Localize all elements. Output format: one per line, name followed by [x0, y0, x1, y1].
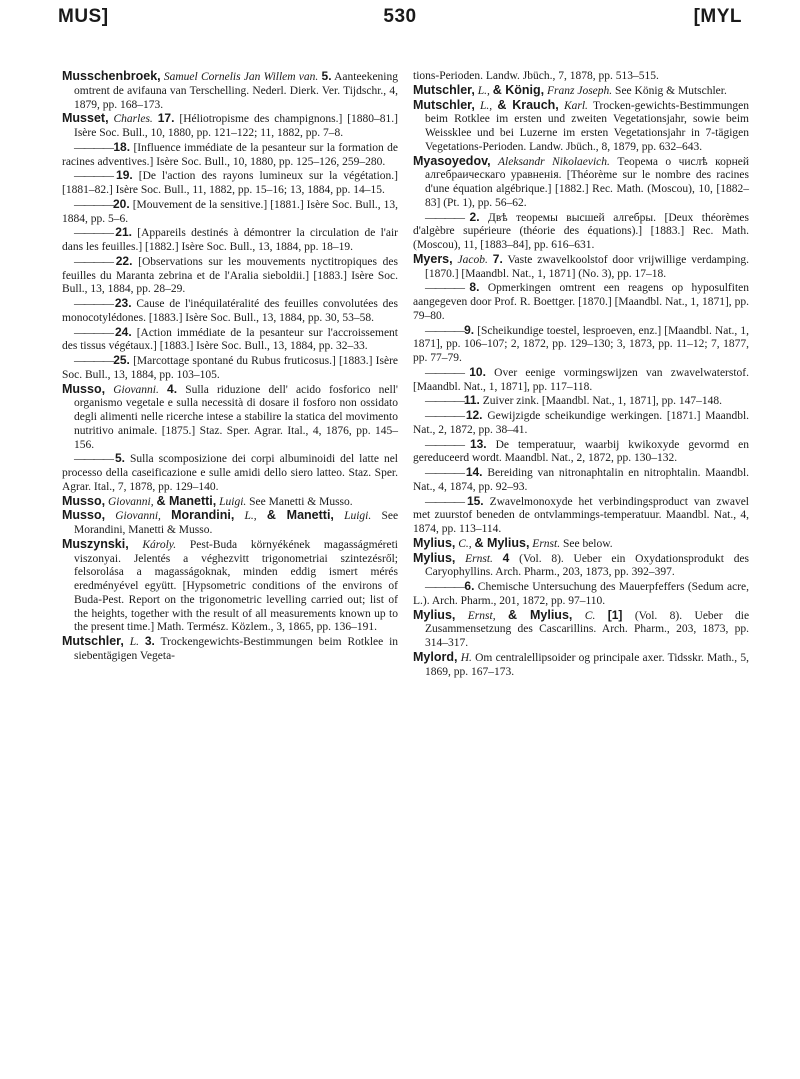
- bibliography-entry: [62, 635, 398, 664]
- repeat-author-dash: ————: [425, 410, 466, 422]
- repeat-author-dash: ————: [425, 495, 467, 508]
- author-forename: L.: [129, 636, 139, 648]
- repeat-author-dash: ————: [74, 298, 115, 310]
- sub-entry: [413, 580, 749, 609]
- entry-number: 6.: [464, 579, 475, 593]
- repeat-author-dash: ————: [74, 355, 114, 367]
- author-forename: Károly.: [142, 538, 177, 551]
- sub-entry: [413, 394, 749, 409]
- repeat-author-dash: ————: [425, 366, 470, 379]
- entry-text: Двѣ теоремы высшей алгебры. [Deux théorèmes d'algèbre supérieure (théorie des équations).] [1883.] Rec. Math. (Moscou), 11, [1883–84], pp. 616–631.: [413, 211, 750, 251]
- left-column: [62, 70, 398, 664]
- sub-entry: [413, 409, 749, 438]
- entry-number: 15.: [466, 493, 484, 508]
- coauthor-name: & Manetti,: [156, 493, 217, 508]
- author-surname: Myers,: [413, 251, 453, 266]
- bibliography-entry: [62, 70, 398, 112]
- entry-number: 4.: [167, 381, 178, 396]
- entry-text: Vaste zwavelkoolstof door vrijwillige verdamping. [1870.] [Maandbl. Nat., 1, 1871] (No. 3), pp. 17–18.: [425, 253, 750, 280]
- coauthor-name: & Krauch,: [497, 97, 559, 112]
- bibliography-entry: [413, 609, 749, 651]
- coauthor-forename: Ernst.: [532, 537, 561, 550]
- entry-text: Sulla riduzione dell' acido fosforico nell' organismo vegetale e sulla necessità di dosare il fosforo non ossidato degli alimenti nelle ricerche intese a stabilire la statica del movimento nutritivo animale. [1875.] Staz. Sper. Agrar. Ital., 4, 1876, pp. 145–156.: [74, 383, 398, 451]
- entry-text: See König & Mutschler.: [615, 84, 727, 97]
- author-forename: H.: [460, 651, 472, 664]
- author-surname: Mylius,: [413, 550, 456, 565]
- repeat-author-dash: ————: [74, 198, 113, 211]
- repeat-author-dash: ————: [425, 211, 470, 224]
- page-number: 530: [383, 6, 417, 27]
- coauthor-forename: L.,: [244, 510, 257, 523]
- entry-number: 25.: [113, 353, 130, 367]
- author-surname: Mutschler,: [62, 634, 124, 648]
- entry-text: Gewijzigde scheikundige werkingen. [1871.] Maandbl. Nat., 2, 1872, pp. 38–41.: [413, 410, 750, 436]
- sub-entry: [62, 198, 398, 227]
- entry-number: 3.: [144, 634, 155, 648]
- entry-number: 19.: [116, 168, 133, 183]
- sub-entry: [62, 326, 398, 355]
- bibliography-entry: [62, 509, 398, 538]
- entry-text: De temperatuur, waarbij kwikoxyde gevormd en gereduceerd wordt. Maandbl. Nat., 2, 1872, pp. 130–132.: [413, 438, 750, 465]
- entry-text: See Manetti & Musso.: [249, 495, 353, 508]
- author-surname: Mylord,: [413, 649, 458, 664]
- author-surname: Mylius,: [413, 607, 456, 622]
- sub-entry: [62, 169, 398, 198]
- author-forename: Aleksandr Nikolaevich.: [498, 155, 610, 168]
- entry-text: [De l'action des rayons lumineux sur la végétation.] [1881–82.] Isère Soc. Bull., 11, 1882, pp. 15–16; 13, 1884, pp. 14–15.: [62, 170, 399, 196]
- entry-text: Bereiding van nitronaphtalin en nitrophtalin. Maandbl. Nat., 4, 1874, pp. 92–93.: [413, 467, 750, 493]
- entry-number: 17.: [157, 111, 175, 126]
- bibliography-entry: [62, 495, 398, 510]
- entry-text: Aanteekening omtrent de avifauna van Terschelling. Nederl. Dierk. Ver. Tijdschr., 4, 1879, pp. 168–173.: [74, 71, 398, 111]
- entry-text: See below.: [562, 537, 613, 550]
- entry-text: [Scheikundige toestel, lesproeven, enz.] [Maandbl. Nat., 1, 1871], pp. 106–107; 2, 1872, pp. 129–130; 3, 1873, pp. 11–12; 7, 1877, pp. 77–79.: [413, 324, 749, 364]
- entry-number: 5.: [114, 451, 125, 466]
- bibliography-entry: [413, 651, 749, 680]
- sub-entry: [62, 226, 398, 255]
- author-forename: Ernst,: [467, 609, 496, 622]
- repeat-author-dash: ————: [425, 467, 466, 479]
- coauthor-forename: Luigi.: [344, 510, 372, 523]
- entry-number: 12.: [465, 408, 483, 422]
- repeat-author-dash: ————: [74, 255, 116, 268]
- entry-number: 5.: [321, 69, 332, 83]
- right-column: [413, 70, 749, 679]
- entry-text: Zwavelmonoxyde het verbindingsproduct van zwavel met zuurstof beneden de ontvlammings-temperatuur. Maandbl. Nat., 4, 1874, pp. 113–114.: [413, 495, 749, 535]
- author-surname: Mutschler,: [413, 82, 475, 97]
- bibliography-entry: [413, 253, 749, 282]
- entry-text: Trockengewichts-Bestimmungen beim Rotklee in siebentägigen Vegeta-: [74, 636, 399, 662]
- entry-text: [Action immédiate de la pesanteur sur l'accroissement des tissus végétaux.] [1883.] Isère Soc. Bull., 13, 1884, pp. 32–33.: [62, 326, 399, 353]
- author-forename: Giovanni,: [115, 510, 161, 523]
- header-range-start: MUS]: [58, 6, 109, 27]
- entry-number: 22.: [115, 253, 133, 268]
- bibliography-entry: [62, 538, 398, 635]
- author-forename: C.,: [458, 537, 472, 550]
- entry-text: Chemische Untersuchung des Mauerpfeffers (Sedum acre, L.). Arch. Pharm., 201, 1872, pp. 97–110.: [413, 581, 750, 607]
- entry-number: 14.: [465, 465, 483, 479]
- entry-text: Zuiver zink. [Maandbl. Nat., 1, 1871], pp. 147–148.: [482, 395, 723, 408]
- bibliography-entry: [413, 552, 749, 581]
- entry-text: See Morandini, Manetti & Musso.: [74, 510, 399, 536]
- entry-text: Over eenige vormingswijzen van zwavelwaterstof. [Maandbl. Nat., 1, 1871], pp. 117–118.: [413, 366, 749, 393]
- entry-number: 20.: [113, 196, 130, 211]
- entry-text: Opmerkingen omtrent een reagens op hyposulfiten aangegeven door Prof. R. Boettger. [1870.] [Maandbl. Nat., 1, 1871], pp. 79–80.: [413, 282, 750, 322]
- entry-number: 9.: [464, 322, 475, 337]
- bibliography-entry: [413, 99, 749, 155]
- entry-number: 8.: [469, 280, 480, 295]
- entry-text: Cause de l'inéquilatéralité des feuilles convolutées des monocotylédones. [1883.] Isère Soc. Bull., 13, 1884, pp. 30, 53–58.: [62, 298, 399, 324]
- author-surname: Myasoyedov,: [413, 153, 491, 168]
- coauthor-forename: Karl.: [563, 99, 588, 112]
- bibliography-entry: [62, 383, 398, 453]
- entry-number: 24.: [115, 324, 132, 339]
- repeat-author-dash: ————: [425, 581, 465, 593]
- author-forename: L.,: [480, 99, 493, 112]
- sub-entry: [413, 495, 749, 537]
- sub-entry: [62, 141, 398, 170]
- entry-text: (Vol. 8). Ueber ein Oxydationsprodukt des Caryophyllins. Arch. Pharm., 203, 1873, pp. 392–397.: [425, 552, 750, 579]
- entry-text: tions-Perioden. Landw. Jbüch., 7, 1878, pp. 513–515.: [413, 70, 659, 82]
- entry-text: Sulla scomposizione dei corpi albuminoidi del latte nel processo della caseificazione e sulle amidi dello siero latteo. Staz. Sper. Agrar. Ital., 7, 1878, pp. 129–140.: [62, 453, 399, 493]
- coauthor-name: & Mylius,: [507, 607, 573, 622]
- entry-text: [Observations sur les mouvements nyctitropiques des feuilles du Maranta zebrina et de l'Aralia sieboldii.] [1883.] Isère Soc. Bull., 13, 1884, pp. 28–29.: [62, 255, 399, 296]
- author-surname: Musset,: [62, 111, 109, 126]
- repeat-author-dash: ————: [74, 170, 117, 183]
- sub-entry: [413, 281, 749, 323]
- entry-number: [1]: [607, 607, 623, 622]
- entry-number: 11.: [463, 393, 480, 408]
- entry-number: 23.: [114, 296, 132, 310]
- author-forename: Ernst.: [465, 552, 493, 565]
- repeat-author-dash: ————: [425, 324, 465, 337]
- author-surname: Mylius,: [413, 535, 456, 550]
- repeat-author-dash: ————: [74, 141, 114, 154]
- header-range-end: [MYL: [693, 6, 742, 27]
- author-surname: Musso,: [62, 508, 106, 523]
- entry-text: Om centralellipsoider og principale axer. Tidsskr. Math., 5, 1869, pp. 167–173.: [425, 651, 750, 678]
- coauthor-forename: C.: [584, 609, 596, 622]
- author-surname: Muszynski,: [62, 536, 129, 551]
- repeat-author-dash: ————: [74, 326, 115, 339]
- entry-text: Теорема о числѣ корней алгебраическаго уравненія. [Théorème sur le nombre des racines d'une équation algébrique.] [1882.] Rec. Math. (Moscou), 10, [1882–83] (Pt. 1), pp. 56–62.: [425, 155, 749, 209]
- author-surname: Musso,: [62, 381, 106, 396]
- entry-number: 7.: [492, 251, 503, 266]
- entry-number: 10.: [469, 364, 486, 379]
- entry-text: [Héliotropisme des champignons.] [1880–81.] Isère Soc. Bull., 10, 1880, pp. 121–122; 11, 1882, pp. 7–8.: [74, 113, 399, 139]
- author-surname: Mutschler,: [413, 97, 475, 112]
- bibliography-entry: [413, 70, 749, 84]
- coauthor-forename: Luigi.: [219, 495, 247, 508]
- coauthor-name: & Mylius,: [474, 535, 530, 550]
- repeat-author-dash: ————: [425, 282, 470, 295]
- author-forename: Giovanni,: [107, 495, 154, 508]
- coauthor-name: & König,: [492, 82, 545, 97]
- sub-entry: [413, 366, 749, 395]
- author-forename: Jacob.: [457, 253, 488, 266]
- entry-text: Trocken-gewichts-Bestimmungen beim Rotklee im ersten und zweiten Vegetationsjahr, sowie beim Weissklee und bei Luzerne im ersten Vegetationsjahr in 7-tägigen Vegetations-Perioden. Landw. Jbüch., 8, 1879, pp. 632–643.: [425, 99, 750, 153]
- bibliography-entry: [62, 112, 398, 141]
- repeat-author-dash: ————: [74, 227, 116, 240]
- entry-number: 21.: [115, 225, 132, 240]
- bibliography-entry: [413, 84, 749, 99]
- author-forename: Charles.: [113, 113, 153, 126]
- author-forename: Giovanni.: [113, 383, 159, 396]
- coauthor-name: Morandini,: [171, 508, 235, 523]
- sub-entry: [413, 324, 749, 366]
- author-surname: Musschenbroek,: [62, 69, 161, 83]
- repeat-author-dash: ————: [425, 438, 470, 451]
- entry-text: (Vol. 8). Ueber die Zusammensetzung des Cascarillins. Arch. Pharm., 203, 1873, pp. 314–317.: [425, 609, 750, 649]
- entry-number: 2.: [469, 209, 480, 224]
- author-forename: Samuel Cornelis Jan Willem van.: [163, 71, 319, 83]
- sub-entry: [62, 354, 398, 383]
- entry-text: [Mouvement de la sensitive.] [1881.] Isère Soc. Bull., 13, 1884, pp. 5–6.: [62, 198, 399, 225]
- sub-entry: [62, 452, 398, 494]
- entry-number: 4: [502, 550, 510, 565]
- sub-entry: [62, 297, 398, 326]
- running-header: [58, 6, 742, 34]
- entry-text: Pest-Buda környékének magasságméreti viszonyai. Jelentés a véghezvitt trigonometriai szintezésről; felsorolása a magasságoknak, minden eddig ismert mérés eredményével együtt. [Hypsometric conditions of the environs of Buda-Pest. Report on the trigonometric levelling carried out; list of the heights, together with the result of all measurements known up to the present time.] Math. Termész. Közlem., 3, 1865, pp. 136–191.: [74, 538, 399, 634]
- bibliography-entry: [413, 537, 749, 552]
- sub-entry: [413, 438, 749, 467]
- author-surname: Musso,: [62, 493, 106, 508]
- repeat-author-dash: ————: [74, 453, 115, 466]
- coauthor-forename: Franz Joseph.: [547, 84, 613, 97]
- entry-text: [Influence immédiate de la pesanteur sur la formation de racines adventives.] Isère Soc. Bull., 10, 1880, pp. 125–126, 259–280.: [62, 141, 398, 168]
- sub-entry: [413, 211, 749, 253]
- author-forename: L.,: [477, 84, 490, 97]
- entry-text: [Marcottage spontané du Rubus fruticosus.] [1883.] Isère Soc. Bull., 13, 1884, pp. 103–105.: [62, 355, 399, 381]
- sub-entry: [62, 255, 398, 297]
- entry-number: 13.: [469, 436, 487, 451]
- bibliography-entry: [413, 155, 749, 211]
- repeat-author-dash: ————: [425, 395, 464, 408]
- entry-text: [Appareils destinés à démontrer la circulation de l'air dans les feuilles.] [1882.] Isère Soc. Bull., 13, 1884, pp. 18–19.: [62, 227, 399, 253]
- entry-number: 18.: [113, 139, 131, 154]
- sub-entry: [413, 466, 749, 495]
- coauthor-name: & Manetti,: [266, 508, 334, 523]
